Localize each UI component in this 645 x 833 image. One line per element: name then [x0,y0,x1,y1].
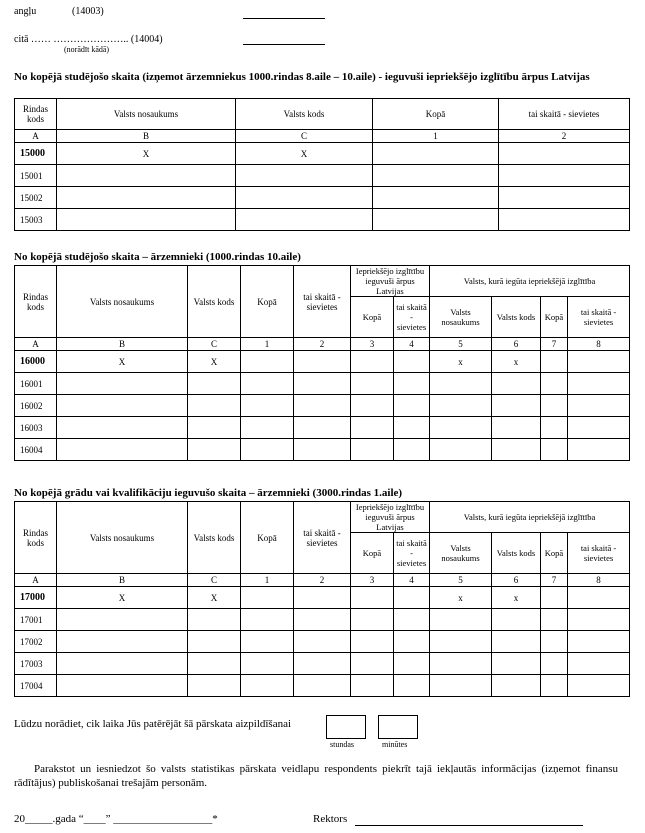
row-code: 16004 [15,439,57,461]
cell-name: X [57,351,188,373]
row-code: 17002 [15,631,57,653]
consent-text: Parakstot un iesniedzot šo valsts statistikas pārskata veidlapu respondents piekrīt tajā iekļautās informācijas (izņemot finansu rādītājus) publiskošanai trešajām personām. [14,763,618,789]
cell-name[interactable] [57,395,188,417]
t3-l-b: B [57,574,188,587]
cell-1[interactable] [241,395,294,417]
t3-h-ccode: Valsts kods [188,502,241,574]
t3-h-total: Kopā [241,502,294,574]
t2-l-5: 5 [430,338,492,351]
t2-h-country-group: Valsts, kurā iegūta iepriekšējā izglītība [430,266,630,297]
cell-ccode[interactable] [236,187,373,209]
cell-1[interactable] [241,675,294,697]
cell-name[interactable] [57,373,188,395]
cell-5[interactable] [430,609,492,631]
t3-h-country-group: Valsts, kurā iegūta iepriekšējā izglītība [430,502,630,533]
row-code: 16002 [15,395,57,417]
cell-8[interactable] [568,587,630,609]
language-code: (14003) [72,6,104,17]
cell-4[interactable] [394,587,430,609]
cell-ccode[interactable] [188,653,241,675]
cell-2[interactable] [294,653,351,675]
hours-input-box[interactable] [326,715,366,739]
cell-5: x [430,351,492,373]
cell-1[interactable] [241,417,294,439]
t3-h-prev-total: Kopā [351,533,394,574]
table-row [15,351,630,373]
cell-4[interactable] [394,373,430,395]
cell-ccode[interactable] [236,209,373,231]
cell-3[interactable] [351,675,394,697]
cell-3[interactable] [351,395,394,417]
table2 [14,265,630,461]
t1-h-ccode: Valsts kods [236,99,373,130]
cell-ccode[interactable] [188,373,241,395]
table-row [15,209,630,231]
t1-h-code: Rindas kods [15,99,57,130]
cell-8[interactable] [568,609,630,631]
t3-h-women: tai skaitā - sievietes [294,502,351,574]
cell-ccode: X [236,143,373,165]
cell-name[interactable] [57,609,188,631]
cell-women[interactable] [499,143,630,165]
t3-h-prev-women: tai skaitā - sievietes [394,533,430,574]
cell-2[interactable] [294,631,351,653]
t3-l-c: C [188,574,241,587]
table-row [15,373,630,395]
t3-l-8: 8 [568,574,630,587]
table-row [15,439,630,461]
table-row [15,675,630,697]
row-code: 17001 [15,609,57,631]
t3-l-5: 5 [430,574,492,587]
row-code: 17004 [15,675,57,697]
t2-h-c-code: Valsts kods [492,297,541,338]
rector-label: Rektors [313,813,348,825]
t2-h-prev-group: Iepriekšējo izglītību ieguvuši ārpus Latvijas [351,266,430,297]
table1-title: No kopējā studējošo skaita (izņemot ārzemniekus 1000.rindas 8.aile – 10.aile) - ieguvuši iepriekšējo izglītību ārpus Latvijas [14,71,590,83]
table-row [15,587,630,609]
row-code: 17000 [15,587,57,609]
other-language-label: citā …… ………………….. (14004) [14,34,163,45]
cell-5[interactable] [430,373,492,395]
cell-1[interactable] [241,653,294,675]
cell-name[interactable] [57,417,188,439]
table3-title: No kopējā grādu vai kvalifikāciju ieguvušo skaita – ārzemnieki (3000.rindas 1.aile) [14,487,403,499]
t2-h-prev-total: Kopā [351,297,394,338]
t2-l-4: 4 [394,338,430,351]
date-field[interactable]: 20_____.gada “____” __________________* [14,813,218,825]
t1-l-b: B [57,130,236,143]
t2-h-ccode: Valsts kods [188,266,241,338]
rector-signature-line[interactable] [355,825,583,826]
t3-l-6: 6 [492,574,541,587]
t3-l-7: 7 [541,574,568,587]
cell-5[interactable] [430,631,492,653]
cell-3[interactable] [351,439,394,461]
t2-l-6: 6 [492,338,541,351]
t1-h-women: tai skaitā - sievietes [499,99,630,130]
cell-7[interactable] [541,631,568,653]
cell-6[interactable] [492,653,541,675]
t2-l-1: 1 [241,338,294,351]
t2-h-prev-women: tai skaitā - sievietes [394,297,430,338]
t1-h-name: Valsts nosaukums [57,99,236,130]
cell-ccode[interactable] [236,165,373,187]
cell-6[interactable] [492,439,541,461]
table-row [15,165,630,187]
t2-h-c-total: Kopā [541,297,568,338]
t2-h-c-women: tai skaitā - sievietes [568,297,630,338]
cell-3[interactable] [351,609,394,631]
t2-l-8: 8 [568,338,630,351]
cell-1[interactable] [241,351,294,373]
t2-l-c: C [188,338,241,351]
t2-l-7: 7 [541,338,568,351]
row-code: 16003 [15,417,57,439]
language-label: angļu [14,6,37,17]
cell-ccode[interactable] [188,439,241,461]
cell-2[interactable] [294,439,351,461]
cell-7[interactable] [541,653,568,675]
row-code: 17003 [15,653,57,675]
t1-l-2: 2 [499,130,630,143]
cell-5[interactable] [430,653,492,675]
t1-l-c: C [236,130,373,143]
cell-total[interactable] [373,165,499,187]
cell-7[interactable] [541,609,568,631]
row-code: 15001 [15,165,57,187]
language-input-line[interactable] [243,18,325,19]
cell-5[interactable] [430,675,492,697]
cell-ccode[interactable] [188,675,241,697]
cell-6[interactable] [492,631,541,653]
t3-h-c-total: Kopā [541,533,568,574]
cell-8[interactable] [568,653,630,675]
cell-8[interactable] [568,439,630,461]
t3-h-c-code: Valsts kods [492,533,541,574]
t3-h-c-name: Valsts nosaukums [430,533,492,574]
cell-1[interactable] [241,631,294,653]
row-code: 16001 [15,373,57,395]
minutes-label: minūtes [382,740,408,749]
cell-7[interactable] [541,675,568,697]
table-row [15,609,630,631]
table-row [15,417,630,439]
cell-7[interactable] [541,439,568,461]
cell-name[interactable] [57,439,188,461]
cell-ccode: X [188,587,241,609]
cell-total[interactable] [373,187,499,209]
cell-6[interactable] [492,373,541,395]
other-language-note: (norādīt kādā) [64,45,110,54]
t3-h-code: Rindas kods [15,502,57,574]
t1-h-total: Kopā [373,99,499,130]
cell-3[interactable] [351,417,394,439]
cell-ccode[interactable] [188,631,241,653]
cell-8[interactable] [568,351,630,373]
cell-1[interactable] [241,609,294,631]
t1-l-a: A [15,130,57,143]
t2-l-b: B [57,338,188,351]
row-code: 15003 [15,209,57,231]
cell-1[interactable] [241,373,294,395]
cell-4[interactable] [394,609,430,631]
t2-h-name: Valsts nosaukums [57,266,188,338]
cell-8[interactable] [568,631,630,653]
cell-3[interactable] [351,351,394,373]
cell-4[interactable] [394,351,430,373]
cell-8[interactable] [568,417,630,439]
row-code: 16000 [15,351,57,373]
t3-l-1: 1 [241,574,294,587]
cell-4[interactable] [394,675,430,697]
minutes-input-box[interactable] [378,715,418,739]
cell-7[interactable] [541,587,568,609]
cell-3[interactable] [351,373,394,395]
cell-6: x [492,587,541,609]
cell-name: X [57,143,236,165]
cell-4[interactable] [394,653,430,675]
cell-2[interactable] [294,675,351,697]
cell-8[interactable] [568,373,630,395]
cell-2[interactable] [294,417,351,439]
cell-6[interactable] [492,395,541,417]
cell-5: x [430,587,492,609]
cell-ccode[interactable] [188,417,241,439]
cell-3[interactable] [351,587,394,609]
cell-4[interactable] [394,631,430,653]
t3-l-3: 3 [351,574,394,587]
time-question: Lūdzu norādiet, cik laika Jūs patērējāt šā pārskata aizpildīšanai [14,718,292,730]
cell-5[interactable] [430,417,492,439]
table-row [15,631,630,653]
table-row [15,395,630,417]
cell-7[interactable] [541,351,568,373]
cell-1[interactable] [241,439,294,461]
cell-2[interactable] [294,395,351,417]
t2-l-2: 2 [294,338,351,351]
cell-7[interactable] [541,417,568,439]
cell-6[interactable] [492,417,541,439]
t1-l-1: 1 [373,130,499,143]
other-language-input-line[interactable] [243,44,325,45]
cell-4[interactable] [394,395,430,417]
cell-2[interactable] [294,373,351,395]
cell-8[interactable] [568,395,630,417]
cell-6[interactable] [492,609,541,631]
t3-h-prev-group: Iepriekšējo izglītību ieguvuši ārpus Latvijas [351,502,430,533]
table-row [15,653,630,675]
table-row [15,187,630,209]
cell-women[interactable] [499,165,630,187]
cell-name[interactable] [57,165,236,187]
table1 [14,98,630,231]
hours-label: stundas [330,740,354,749]
t2-h-c-name: Valsts nosaukums [430,297,492,338]
cell-name[interactable] [57,631,188,653]
cell-name[interactable] [57,675,188,697]
t3-h-c-women: tai skaitā - sievietes [568,533,630,574]
cell-2[interactable] [294,587,351,609]
t2-h-women: tai skaitā - sievietes [294,266,351,338]
cell-total[interactable] [373,143,499,165]
cell-7[interactable] [541,395,568,417]
cell-name[interactable] [57,653,188,675]
cell-7[interactable] [541,373,568,395]
cell-women[interactable] [499,209,630,231]
t2-h-code: Rindas kods [15,266,57,338]
row-code: 15000 [15,143,57,165]
t2-l-a: A [15,338,57,351]
cell-1[interactable] [241,587,294,609]
cell-8[interactable] [568,675,630,697]
cell-ccode[interactable] [188,395,241,417]
cell-2[interactable] [294,351,351,373]
cell-6: x [492,351,541,373]
cell-5[interactable] [430,439,492,461]
cell-name: X [57,587,188,609]
cell-3[interactable] [351,631,394,653]
t3-l-2: 2 [294,574,351,587]
cell-5[interactable] [430,395,492,417]
t2-l-3: 3 [351,338,394,351]
cell-ccode[interactable] [188,609,241,631]
cell-6[interactable] [492,675,541,697]
cell-women[interactable] [499,187,630,209]
table-row [15,143,630,165]
cell-4[interactable] [394,417,430,439]
table2-title: No kopējā studējošo skaita – ārzemnieki (1000.rindas 10.aile) [14,251,301,263]
cell-ccode: X [188,351,241,373]
t3-l-4: 4 [394,574,430,587]
cell-4[interactable] [394,439,430,461]
cell-name[interactable] [57,209,236,231]
t3-l-a: A [15,574,57,587]
cell-name[interactable] [57,187,236,209]
cell-total[interactable] [373,209,499,231]
t3-h-name: Valsts nosaukums [57,502,188,574]
cell-3[interactable] [351,653,394,675]
table3 [14,501,630,697]
t2-h-total: Kopā [241,266,294,338]
cell-2[interactable] [294,609,351,631]
row-code: 15002 [15,187,57,209]
